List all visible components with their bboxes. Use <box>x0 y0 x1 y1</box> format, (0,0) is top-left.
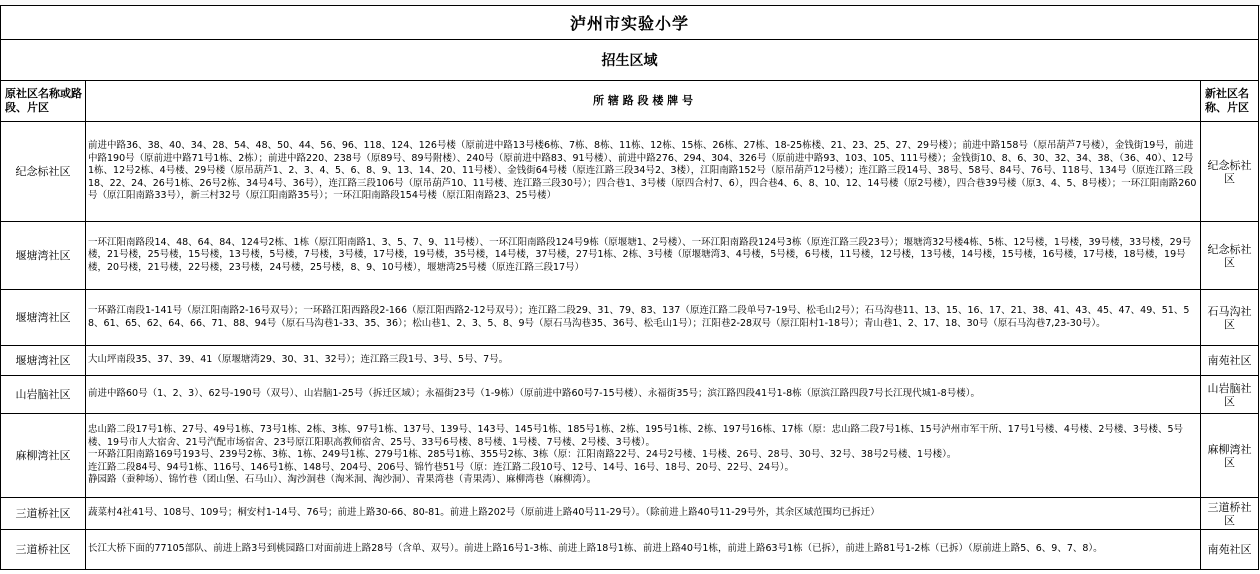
address-cell <box>86 222 1201 290</box>
school-title: 泸州市实验小学 <box>1 6 1259 40</box>
old-community-name: 三道桥社区 <box>1 530 86 570</box>
table-row <box>1 290 1259 346</box>
section-title: 招生区域 <box>1 40 1259 81</box>
address-line: 连江路二段84号、94号1栋、116号、146号1栋、148号、204号、206号、锦竹巷51号（原：连江路二段10号、12号、14号、16号、18号、20号、22号、24号）。 <box>88 461 794 473</box>
old-community-name: 堰塘湾社区 <box>1 222 86 290</box>
new-community-name: 三道桥社区 <box>1201 498 1259 530</box>
old-community-name: 三道桥社区 <box>1 498 86 530</box>
address-line: 一环路江阳南路169号193号、239号2栋、3栋、1栋、249号1栋、279号1栋、285号1栋、355号2栋、3栋（原：江阳南路22号、24号2号楼、1号楼、26号、28号、30号、32号、38号2号楼、1号楼）。 <box>88 449 957 461</box>
address-cell <box>86 498 1201 530</box>
table-row <box>1 222 1259 290</box>
address-line: 静园路（蚕种场）、锦竹巷（团山堡、石马山）、淘沙洞巷（淘米洞、淘沙洞）、青果湾巷（青果湾）、麻柳湾巷（麻柳湾）。 <box>88 474 597 486</box>
address-cell <box>86 346 1201 376</box>
address-line: 前进中路60号（1、2、3）、62号-190号（双号）、山岩脑1-25号（拆迁区域）；永福街23号（1-9栋）（原前进中路60号7-15号楼）、永福街35号；滨江路四段41号1-8栋（原滨江路四段7号长江现代城1-8号楼）。 <box>88 388 980 400</box>
old-community-name: 堰塘湾社区 <box>1 346 86 376</box>
address-line: 前进中路36、38、40、34、28、54、48、50、44、56、96、118、124、126号楼（原前进中路13号楼6栋、7栋、8栋、11栋、12栋、15栋、26栋、27栋、18-25栋楼、21、23、25、27、29号楼）；前进中路158号（原吊葫芦7号楼），金钱街19号，前进中路190号（原前进中路71号1栋、2栋）；前进中路220、238号（原89号、89号附楼）、240号（原前进中路83、91号楼）、前进中路276、294、304、326号（原前进中路93、103、105、111号楼）；金钱街10、8、6、30、32、34、38、（36、40）、12号1栋、12号2栋、4号楼、29号楼（原吊葫芦1、2、3、4、5、6、8、9、13、14、20、11号楼）、金钱街64号楼（原连江路三段34号2、3楼），江阳南路152号（原吊葫芦12号楼）；连江路三段14号、38号、58号、84号、76号、118号、134号（原连江路三段18、22、24、26号1栋、26号2栋、34号4号、36号），连江路三段106号（原吊葫芦10、11号楼、连江路三段30号）；四合巷1、3号楼（原四合村7、6），四合巷4、6、8、10、12、14号楼（原2号楼），四合巷39号楼（原3、4、5、8号楼）；一环江阳南路260号（原江阳南路33号），新三村32号（原江阳南路35号）；一环江阳南路段154号楼（原江阳南路23、25号楼） <box>88 140 1197 202</box>
old-community-name: 堰塘湾社区 <box>1 290 86 346</box>
header-addresses: 所 辖 路 段 楼 牌 号 <box>86 81 1201 122</box>
address-cell <box>86 530 1201 570</box>
address-cell <box>86 376 1201 414</box>
address-cell <box>86 122 1201 222</box>
new-community-name: 南苑社区 <box>1201 530 1259 570</box>
table-row <box>1 346 1259 376</box>
header-new-name: 新社区名称、片区 <box>1201 81 1259 122</box>
address-line: 忠山路二段17号1栋、27号、49号1栋、73号1栋、2栋、3栋、97号1栋、137号、139号、143号、145号1栋、185号1栋、2栋、195号1栋、2栋、197号16栋、17栋（原：忠山路二段7号1栋、15号泸州市军干所、17号1号楼、4号楼、2号楼、3号楼、5号楼、19号市人大宿舍、21号汽配市场宿舍、23号原江阳职高教师宿舍、25号、33号6号楼、8号楼、1号楼、7号楼、2号楼、3号楼）。 <box>88 424 1184 448</box>
new-community-name: 麻柳湾社区 <box>1201 414 1259 498</box>
address-cell <box>86 414 1201 498</box>
new-community-name: 纪念标社区 <box>1201 122 1259 222</box>
address-line: 大山坪南段35、37、39、41（原堰塘湾29、30、31、32号）；连江路三段1号、3号、5号、7号。 <box>88 354 509 366</box>
old-community-name: 山岩脑社区 <box>1 376 86 414</box>
table-row <box>1 530 1259 570</box>
new-community-name: 石马沟社区 <box>1201 290 1259 346</box>
address-line: 长江大桥下面的77105部队、前进上路3号到桃园路口对面前进上路28号（含单、双号）。前进上路16号1-3栋、前进上路18号1栋、前进上路40号1栋，前进上路63号1栋（已拆），前进上路81号1-2栋（已拆）（原前进上路5、6、9、7、8）。 <box>88 543 1103 555</box>
enrollment-area-table <box>0 5 1259 570</box>
table-row <box>1 376 1259 414</box>
address-line: 一环路江南段1-141号（原江阳南路2-16号双号）；一环路江阳西路段2-166（原江阳西路2-12号双号）；连江路二段29、31、79、83、137（原连江路二段单号7-19号、松毛山2号）；石马沟巷11、13、15、16、17、21、38、41、43、45、47、49、51、58、61、65、62、64、66、71、88、94号（原石马沟巷1-33、35、36）；松山巷1、2、3、5、8、9号（原石马沟巷35、36号、松毛山1号）；江阳巷2-28双号（原江阳村1-18号）；青山巷1、2、17、18、30号（原石马沟巷7,23-30号）。 <box>88 304 1190 329</box>
table-row <box>1 498 1259 530</box>
header-old-name: 原社区名称或路段、片区 <box>1 81 86 122</box>
table-row <box>1 122 1259 222</box>
new-community-name: 南苑社区 <box>1201 346 1259 376</box>
address-cell <box>86 290 1201 346</box>
old-community-name: 麻柳湾社区 <box>1 414 86 498</box>
new-community-name: 纪念标社区 <box>1201 222 1259 290</box>
address-line: 一环江阳南路段14、48、64、84、124号2栋、1栋（原江阳南路1、3、5、7、9、11号楼）、一环江阳南路段124号9栋（原堰塘1、2号楼）、一环江阳南路段124号3栋（原连江路三段23号）；堰塘湾32号楼4栋、5栋、12号楼，1号楼，39号楼，33号楼，29号楼，21号楼，25号楼，15号楼，13号楼，5号楼，7号楼，3号楼，17号楼，19号楼，35号楼，14号楼，37号楼，27号1栋、2栋、3号楼（原堰塘湾3、4号楼，5号楼，6号楼，11号楼，12号楼，13号楼，14号楼，15号楼，16号楼，17号楼，18号楼，19号楼，20号楼，21号楼，22号楼，23号楼，24号楼，25号楼，8、9、10号楼），堰塘湾25号楼（原连江路三段17号） <box>88 236 1192 273</box>
address-line: 蔬菜村4社41号、108号、109号；桐安村1-14号、76号；前进上路30-66、80-81。前进上路202号（原前进上路40号11-29号）。（除前进上路40号11-29号外，其余区域范围均已拆迁） <box>88 507 880 519</box>
new-community-name: 山岩脑社区 <box>1201 376 1259 414</box>
table-row <box>1 414 1259 498</box>
old-community-name: 纪念标社区 <box>1 122 86 222</box>
